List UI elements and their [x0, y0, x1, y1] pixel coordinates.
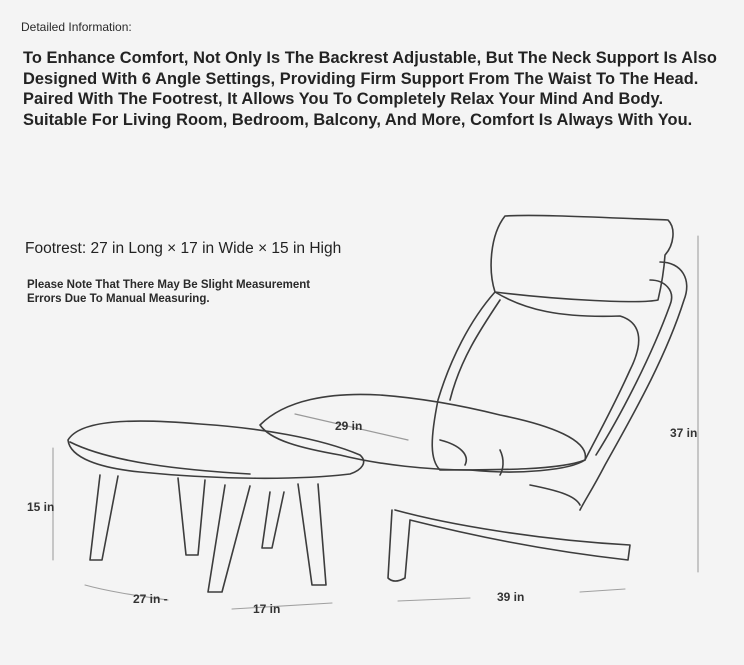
footrest-leg [178, 478, 205, 555]
footrest-leg [90, 475, 118, 560]
footrest-leg [208, 485, 250, 592]
note-line: Errors Due To Manual Measuring. [27, 292, 210, 305]
chair-frame [580, 262, 687, 510]
detailed-info-label: Detailed Information: [21, 20, 132, 34]
footrest-spec: Footrest: 27 in Long × 17 in Wide × 15 in High [25, 240, 342, 257]
seat-cushion [260, 394, 585, 472]
footrest-leg [298, 484, 326, 585]
lounger-base [388, 510, 630, 581]
dim-chair-height: 37 in [670, 426, 698, 440]
dim-footrest-width: 17 in [253, 602, 281, 616]
description-line: Suitable For Living Room, Bedroom, Balcony, And More, Comfort Is Always With You. [23, 110, 693, 129]
description-line: Paired With The Footrest, It Allows You To Completely Relax Your Mind And Body. [23, 90, 664, 108]
backrest-cushion [432, 292, 638, 470]
dim-footrest-length: 27 in - [133, 592, 168, 606]
headrest-pillow [491, 215, 673, 301]
dim-seat-length: 29 in [335, 419, 363, 433]
dim-chair-length: 39 in [497, 590, 525, 604]
note-line: Please Note That There May Be Slight Measurement [27, 279, 311, 291]
dim-footrest-height: 15 in [27, 500, 55, 514]
description-line: Designed With 6 Angle Settings, Providing Firm Support From The Waist To The Head. [23, 69, 699, 88]
description-line: To Enhance Comfort, Not Only Is The Backrest Adjustable, But The Neck Support Is Also [23, 49, 717, 67]
footrest-cushion [68, 421, 364, 478]
